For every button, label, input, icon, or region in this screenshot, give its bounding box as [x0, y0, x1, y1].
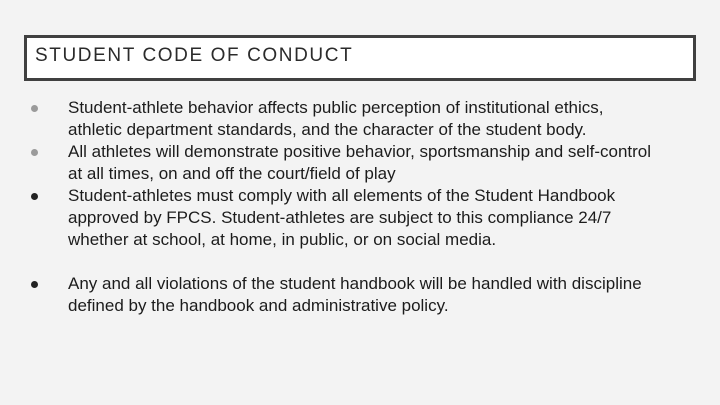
bullet-dot-icon	[31, 149, 38, 156]
bullet-text: Student-athletes must comply with all elements of the Student Handbook approved by FPCS. Student-athletes are subject to this compliance 24/7 whether at school, at home, in public, or on social media.	[68, 186, 616, 249]
title-box	[24, 35, 696, 81]
bullet-text: Any and all violations of the student handbook will be handled with discipline defined by the handbook and administrative policy.	[68, 274, 642, 315]
bullet-item	[28, 185, 708, 251]
bullet-item	[28, 141, 708, 185]
bullet-item	[28, 273, 708, 317]
bullet-text: All athletes will demonstrate positive behavior, sportsmanship and self-control at all times, on and off the court/field of play	[68, 142, 652, 183]
slide-title: STUDENT CODE OF CONDUCT	[35, 45, 354, 66]
bullet-dot-icon	[31, 193, 38, 200]
bullet-item	[28, 97, 708, 141]
bullet-list	[28, 97, 708, 317]
bullet-dot-icon	[31, 105, 38, 112]
bullet-text: Student-athlete behavior affects public perception of institutional ethics, athletic department standards, and the character of the student body.	[68, 98, 604, 139]
bullet-dot-icon	[31, 281, 38, 288]
